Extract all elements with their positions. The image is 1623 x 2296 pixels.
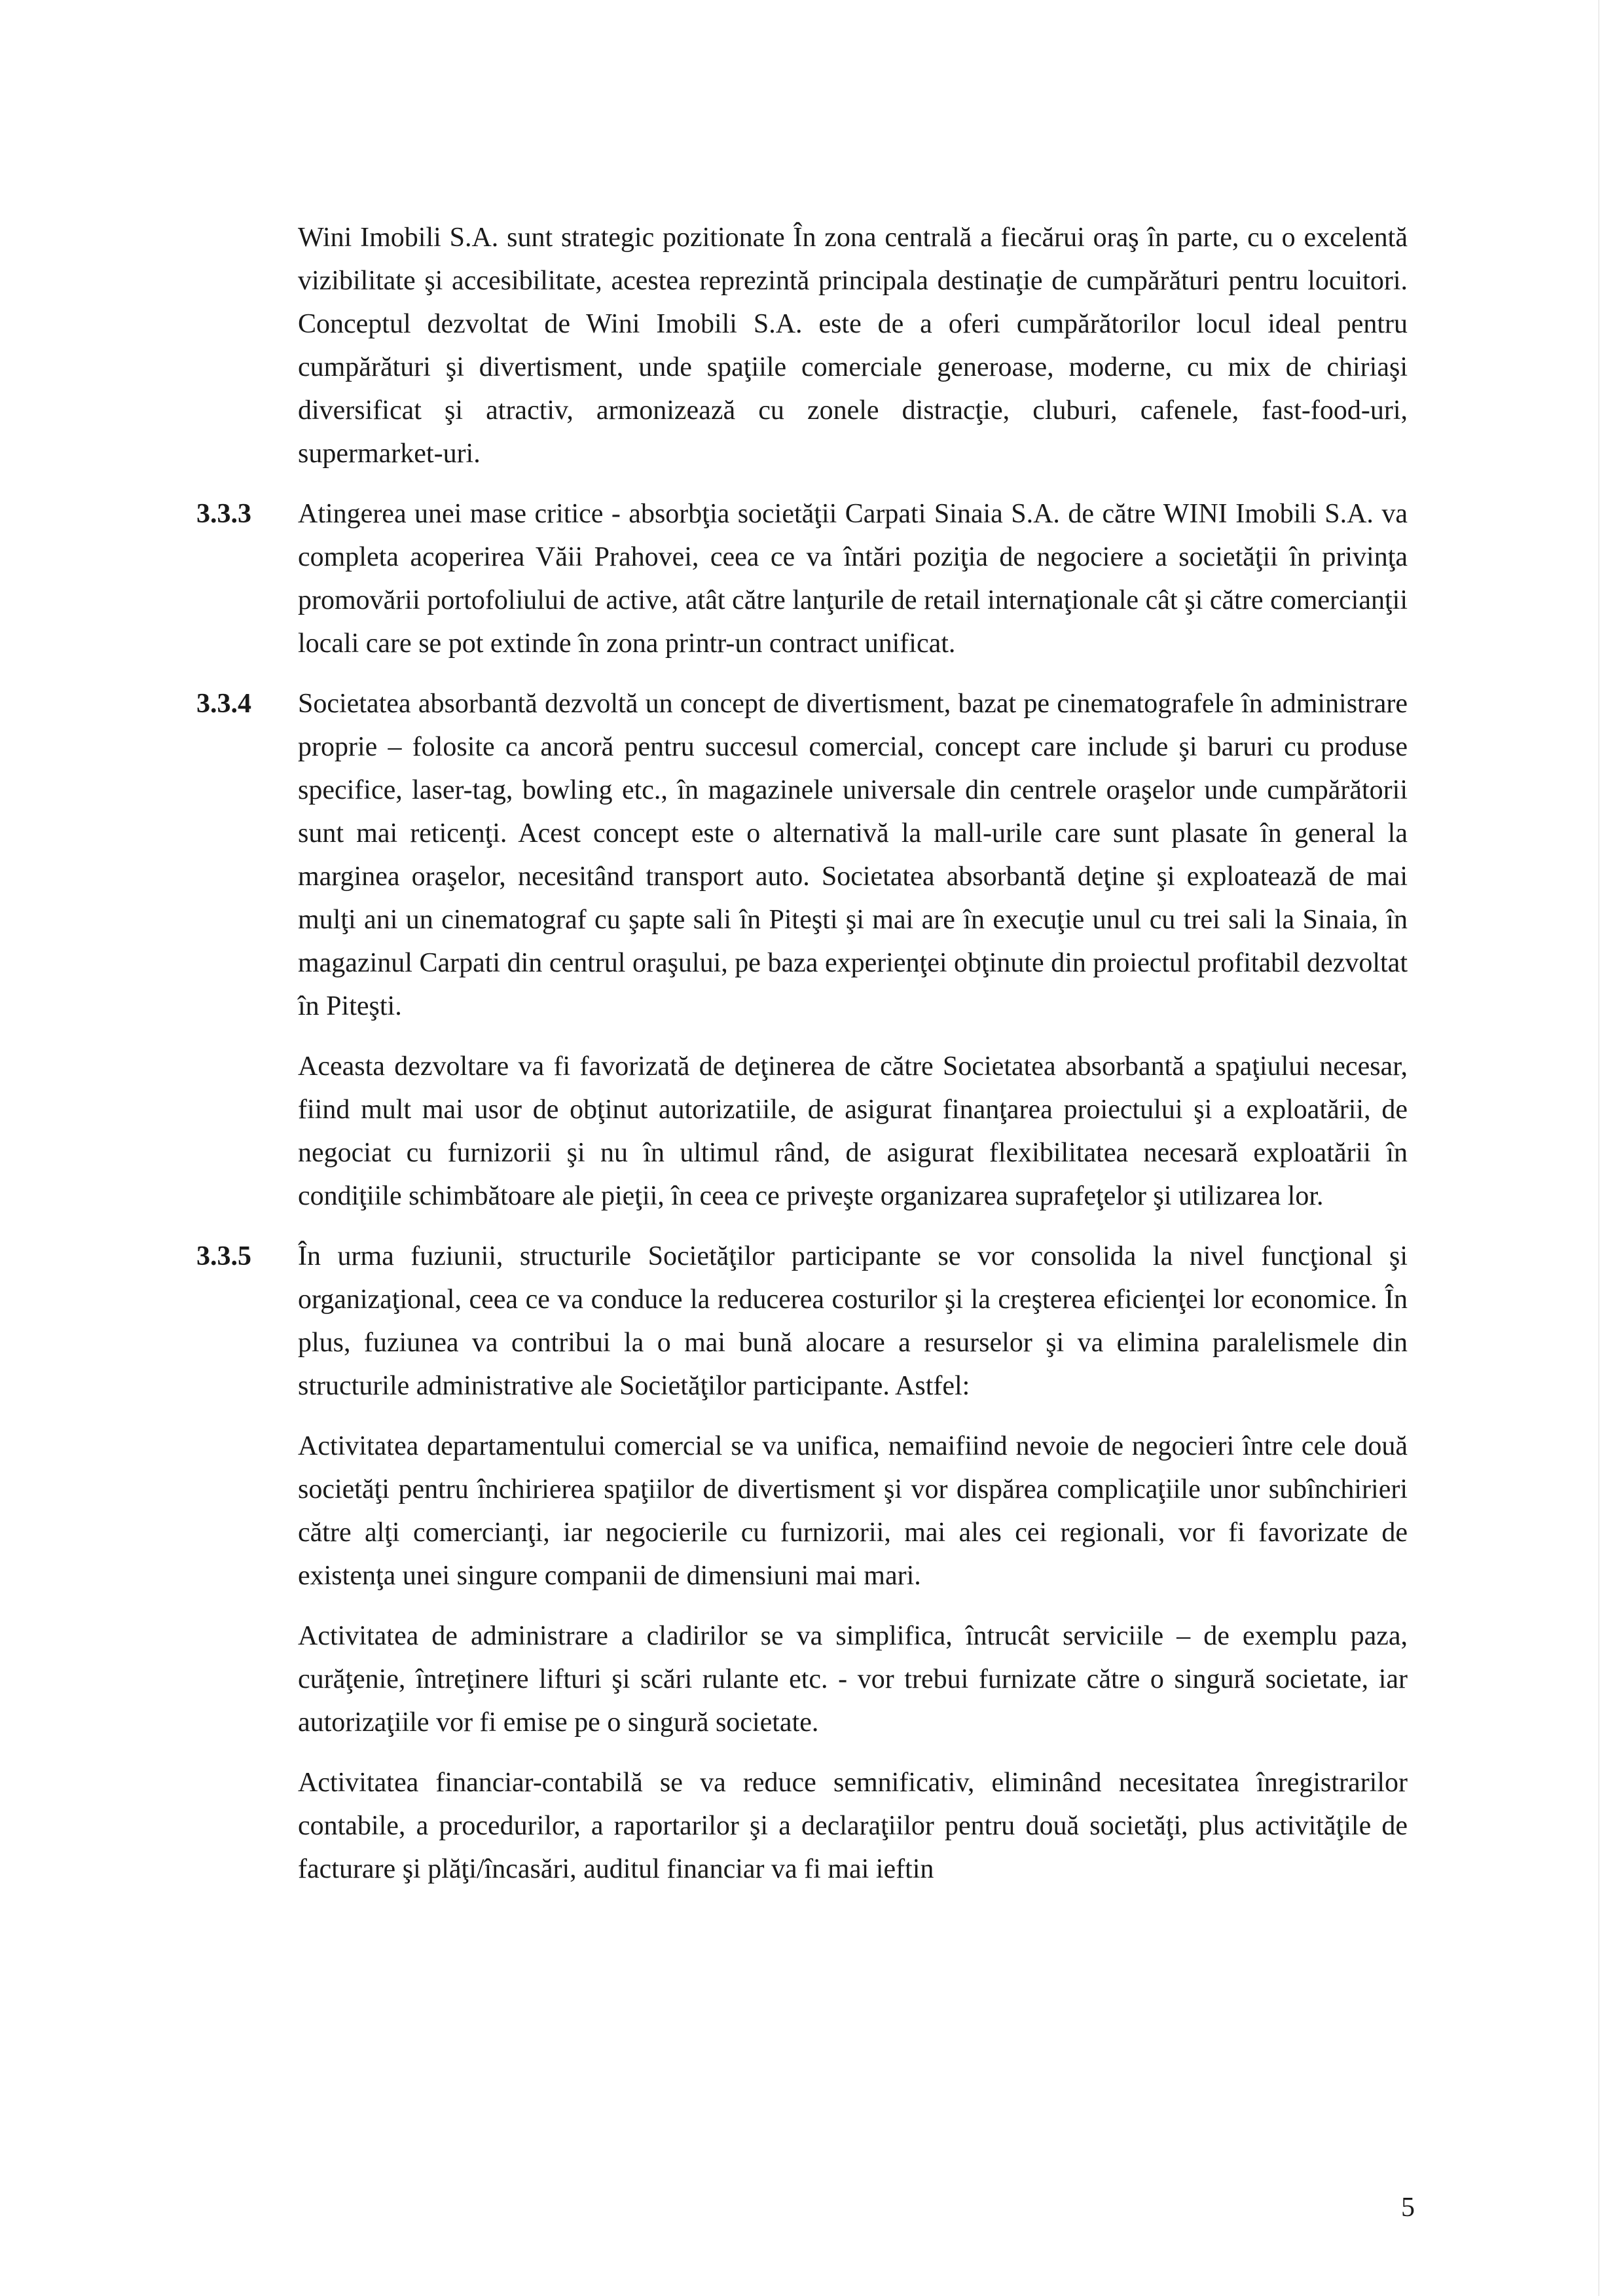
section-3-3-4-continuation <box>196 1045 1408 1218</box>
section-paragraph: Activitatea departamentului comercial se va unifica, nemaifiind nevoie de negocieri între cele două societăţi pentru închirierea spaţiilor de divertisment şi vor dispărea complicaţiile unor subînchirieri către alţi comercianţi, iar negocierile cu furnizorii, mai ales cei regionali, vor fi favorizate de existenţa unei singure companii de dimensiuni mai mari. <box>298 1431 1408 1591</box>
section-3-3-3 <box>196 492 1408 665</box>
section-3-3-5-administration <box>196 1614 1408 1744</box>
section-paragraph: Aceasta dezvoltare va fi favorizată de deţinerea de către Societatea absorbantă a spaţiului necesar, fiind mult mai usor de obţinut autorizatiile, de asigurat finanţarea proiectului şi a exploatării, de negociat cu furnizorii şi nu în ultimul rând, de asigurat flexibilitatea necesară exploatării în condiţiile schimbătoare ale pieţii, în ceea ce priveşte organizarea suprafeţelor şi utilizarea lor. <box>298 1051 1408 1211</box>
section-paragraph: Activitatea financiar-contabilă se va reduce semnificativ, eliminând necesitatea înregistrarilor contabile, a procedurilor, a raportarilor şi a declaraţiilor pentru două societăţi, plus activităţile de facturare şi plăţi/încasări, auditul financiar va fi mai ieftin <box>298 1768 1408 1884</box>
scan-edge-line <box>1598 0 1599 2296</box>
page-number: 5 <box>1401 2193 1415 2223</box>
document-body <box>196 216 1408 1908</box>
section-3-3-5-commercial <box>196 1425 1408 1597</box>
section-number: 3.3.5 <box>196 1241 251 1271</box>
section-paragraph: În urma fuziunii, structurile Societăţilor participante se vor consolida la nivel funcţional şi organizaţional, ceea ce va conduce la reducerea costurilor şi la creşterea eficienţei lor economice. În plus, fuziunea va contribui la o mai bună alocare a resurselor şi va elimina paralelismele din structurile administrative ale Societăţilor participante. Astfel: <box>298 1241 1408 1401</box>
section-3-3-5-financial <box>196 1761 1408 1891</box>
section-paragraph: Societatea absorbantă dezvoltă un concept de divertisment, bazat pe cinematografele în administrare proprie – folosite ca ancoră pentru succesul comercial, concept care include şi baruri cu produse specifice, laser-tag, bowling etc., în magazinele universale din centrele oraşelor unde cumpărătorii sunt mai reticenţi. Acest concept este o alternativă la mall-urile care sunt plasate în general la marginea oraşelor, necesitând transport auto. Societatea absorbantă deţine şi exploatează de mai mulţi ani un cinematograf cu şapte sali în Piteşti şi mai are în execuţie unul cu trei sali la Sinaia, în magazinul Carpati din centrul oraşului, pe baza experienţei obţinute din proiectul profitabil dezvoltat în Piteşti. <box>298 689 1408 1021</box>
section-number: 3.3.3 <box>196 499 251 529</box>
intro-text: Wini Imobili S.A. sunt strategic pozitionate În zona centrală a fiecărui oraş în parte, cu o excelentă vizibilitate şi accesibilitate, acestea reprezintă principala destinaţie de cumpărături pentru locuitori. Conceptul dezvoltat de Wini Imobili S.A. este de a oferi cumpărătorilor locul ideal pentru cumpărături şi divertisment, unde spaţiile comerciale generoase, moderne, cu mix de chiriaşi diversificat şi atractiv, armonizează cu zonele distracţie, cluburi, cafenele, fast-food-uri, supermarket-uri. <box>298 223 1408 469</box>
section-paragraph: Atingerea unei mase critice - absorbţia societăţii Carpati Sinaia S.A. de către WINI Imobili S.A. va completa acoperirea Văii Prahovei, ceea ce va întări poziţia de negociere a societăţii în privinţa promovării portofoliului de active, atât către lanţurile de retail internaţionale cât şi către comercianţii locali care se pot extinde în zona printr-un contract unificat. <box>298 499 1408 659</box>
section-paragraph: Activitatea de administrare a cladirilor se va simplifica, întrucât serviciile – de exemplu paza, curăţenie, întreţinere lifturi şi scări rulante etc. - vor trebui furnizate către o singură societate, iar autorizaţiile vor fi emise pe o singură societate. <box>298 1621 1408 1738</box>
intro-paragraph <box>196 216 1408 475</box>
section-3-3-5 <box>196 1235 1408 1408</box>
section-number: 3.3.4 <box>196 689 251 719</box>
section-3-3-4 <box>196 682 1408 1028</box>
